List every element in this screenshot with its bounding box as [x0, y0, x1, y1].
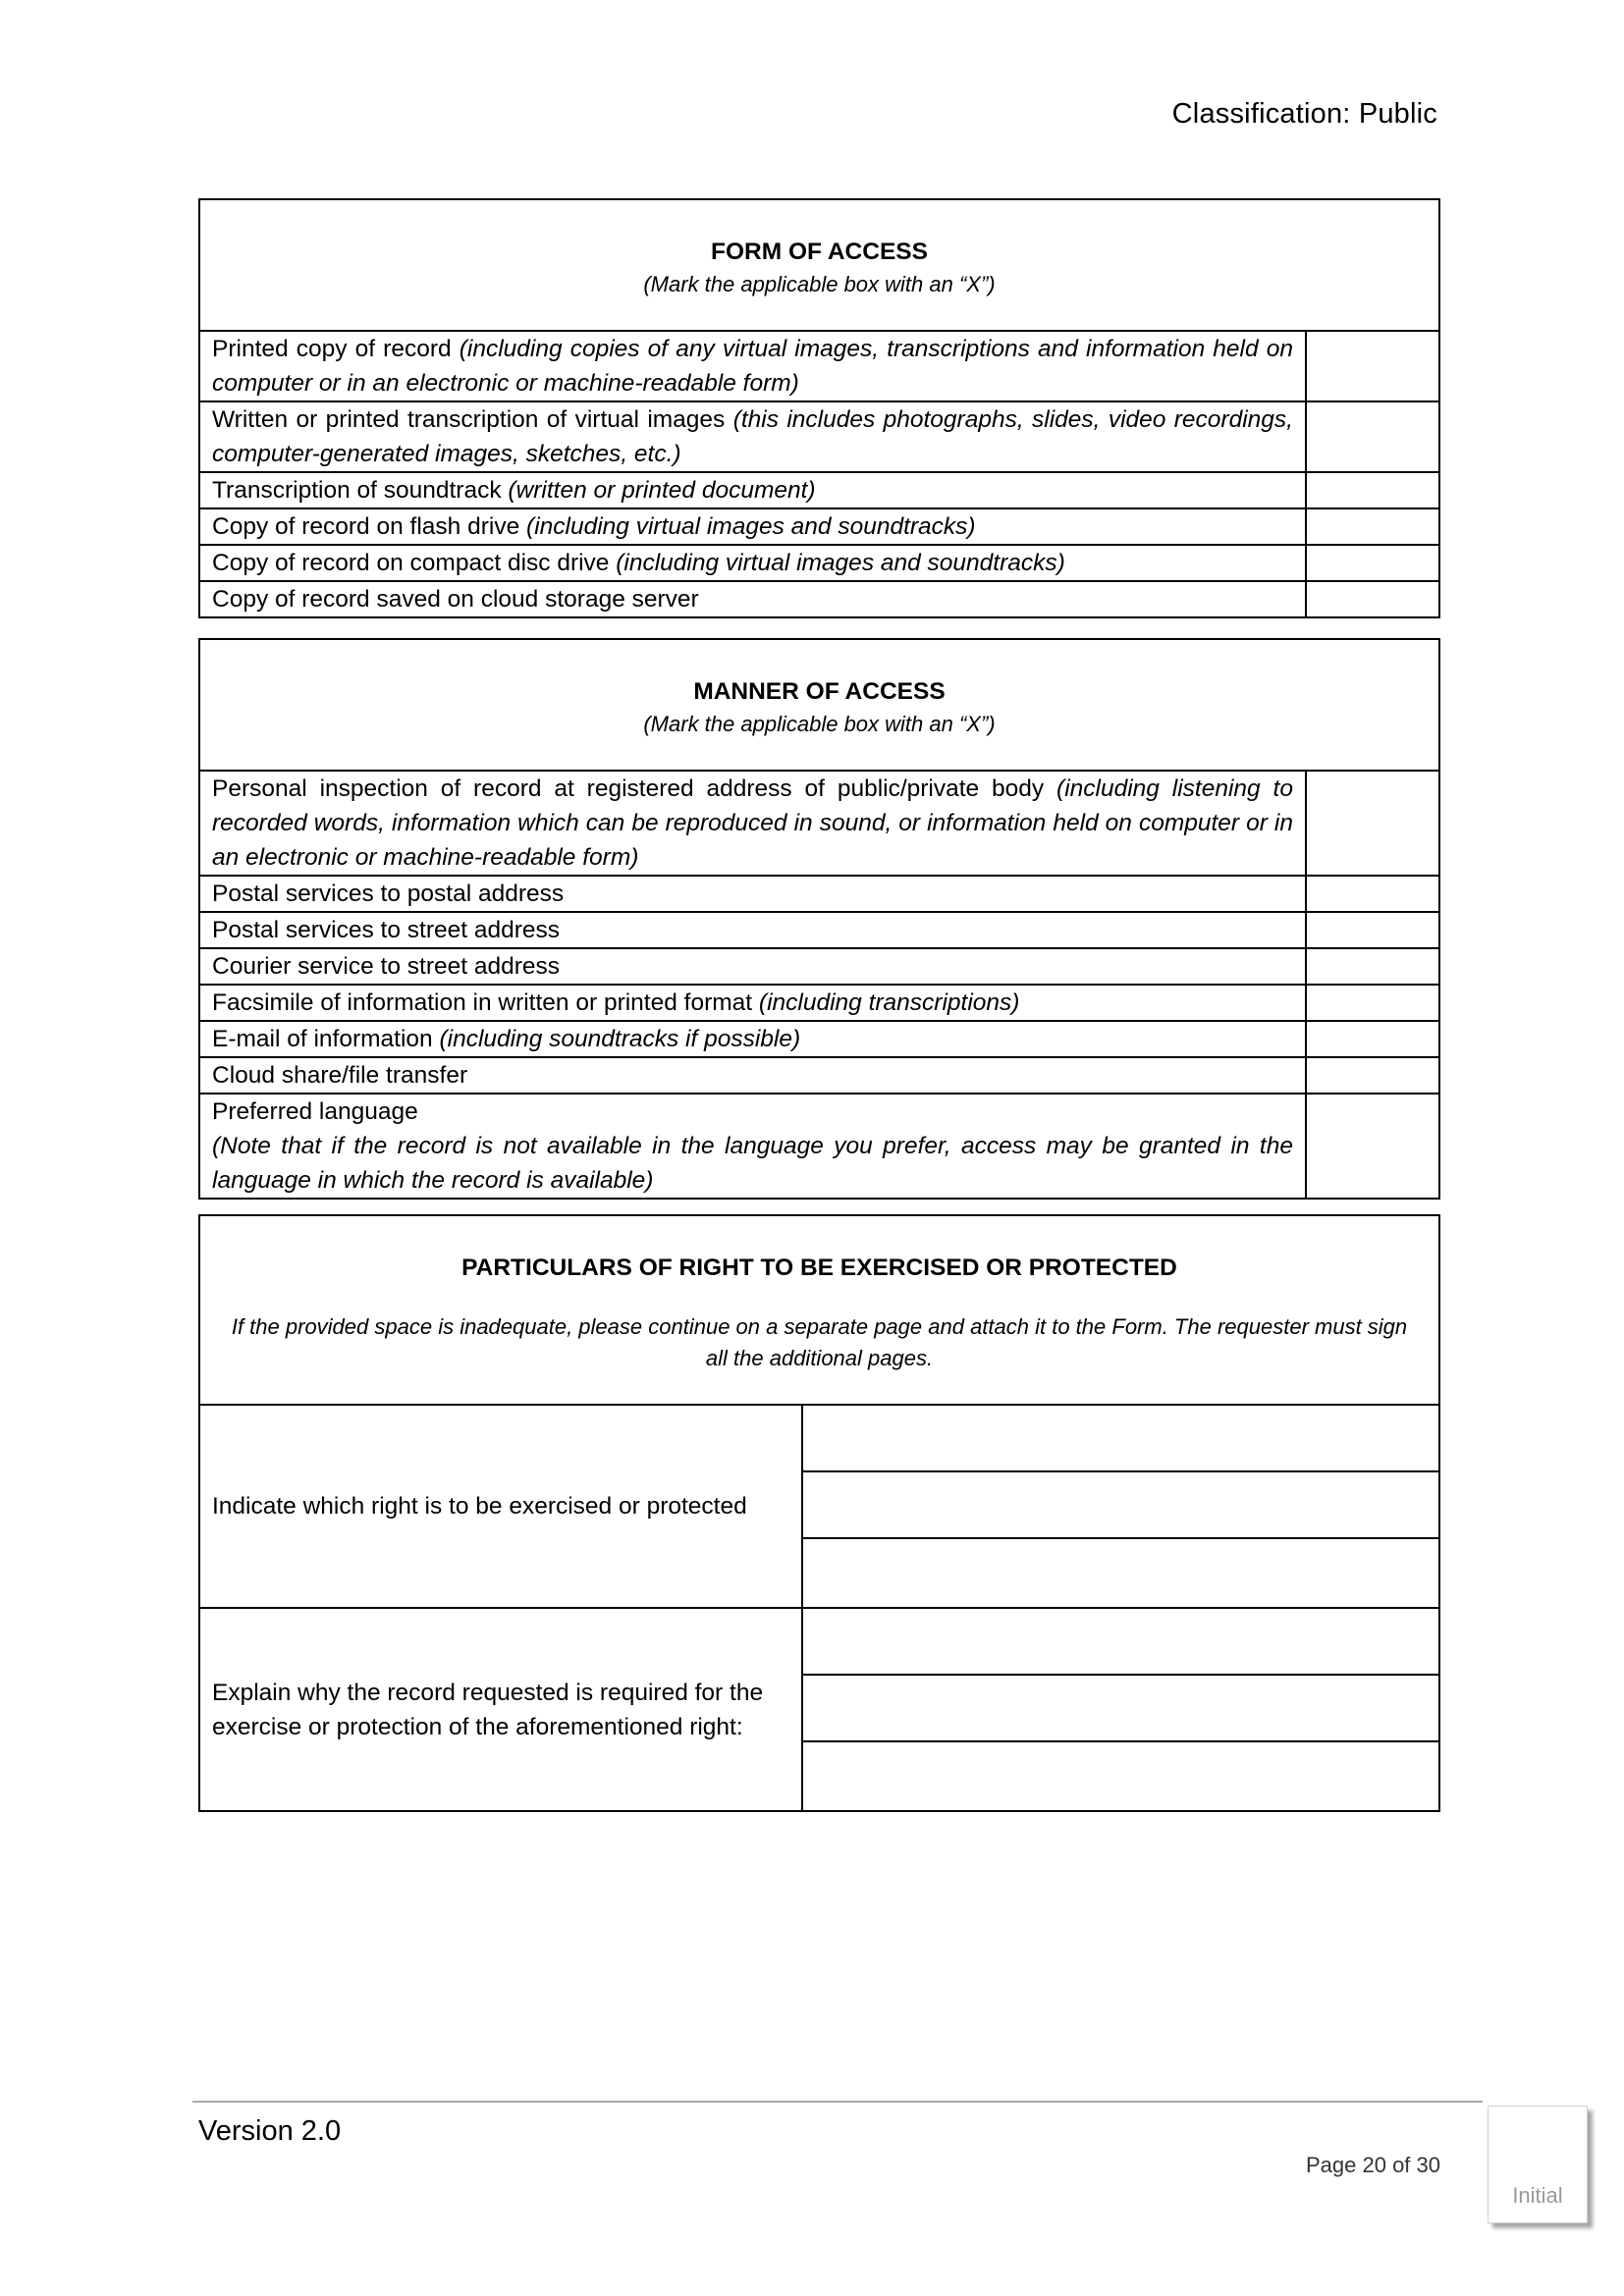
form-option-label: Written or printed transcription of virtual images (this includes photographs, slides, video recordings, computer-generated images, sketches, etc.) — [199, 401, 1306, 472]
particulars-title: PARTICULARS OF RIGHT TO BE EXERCISED OR PROTECTED — [461, 1255, 1177, 1281]
form-option-checkbox[interactable] — [1306, 581, 1439, 617]
page-number: Page 20 of 30 — [1306, 2153, 1441, 2177]
form-of-access-table — [198, 198, 1440, 618]
form-option-row — [199, 545, 1439, 581]
form-option-row — [199, 472, 1439, 508]
manner-option-checkbox[interactable] — [1306, 1021, 1439, 1057]
explain-answer-lines — [802, 1608, 1439, 1811]
explain-answer-line[interactable] — [803, 1676, 1438, 1742]
form-of-access-title: FORM OF ACCESS — [711, 239, 928, 265]
manner-option-label: Postal services to street address — [199, 912, 1306, 948]
manner-of-access-header — [199, 639, 1439, 771]
form-option-label: Copy of record on flash drive (including virtual images and soundtracks) — [199, 508, 1306, 545]
manner-of-access-table — [198, 638, 1440, 1200]
form-option-row — [199, 331, 1439, 401]
form-of-access-note: (Mark the applicable box with an “X”) — [643, 272, 996, 296]
manner-of-access-note: (Mark the applicable box with an “X”) — [643, 712, 996, 736]
right-label: Indicate which right is to be exercised or protected — [199, 1405, 802, 1608]
manner-option-row — [199, 912, 1439, 948]
right-answer-line[interactable] — [803, 1539, 1438, 1606]
form-option-label: Copy of record saved on cloud storage server — [199, 581, 1306, 617]
explain-answer-line[interactable] — [803, 1609, 1438, 1676]
manner-option-row — [199, 1021, 1439, 1057]
form-option-checkbox[interactable] — [1306, 331, 1439, 401]
manner-option-label: Facsimile of information in written or printed format (including transcriptions) — [199, 985, 1306, 1021]
classification-label: Classification: Public — [1171, 98, 1437, 130]
manner-of-access-title: MANNER OF ACCESS — [693, 678, 946, 705]
form-option-label: Copy of record on compact disc drive (including virtual images and soundtracks) — [199, 545, 1306, 581]
form-option-label: Transcription of soundtrack (written or printed document) — [199, 472, 1306, 508]
form-option-row — [199, 508, 1439, 545]
form-option-checkbox[interactable] — [1306, 472, 1439, 508]
manner-option-checkbox[interactable] — [1306, 1057, 1439, 1094]
explain-answer-line[interactable] — [803, 1742, 1438, 1809]
manner-option-row — [199, 1057, 1439, 1094]
preferred-language-row — [199, 1094, 1439, 1199]
manner-option-checkbox[interactable] — [1306, 912, 1439, 948]
form-option-label: Printed copy of record (including copies of any virtual images, transcriptions and information held on computer or in an electronic or machine-readable form) — [199, 331, 1306, 401]
manner-option-label: E-mail of information (including soundtracks if possible) — [199, 1021, 1306, 1057]
right-row — [199, 1405, 1439, 1608]
preferred-language-field[interactable] — [1306, 1094, 1439, 1199]
right-answer-line[interactable] — [803, 1472, 1438, 1539]
manner-option-label: Postal services to postal address — [199, 876, 1306, 912]
preferred-language-note: (Note that if the record is not available in the language you prefer, access may be granted in the language in which the record is available) — [212, 1133, 1293, 1194]
form-option-checkbox[interactable] — [1306, 545, 1439, 581]
particulars-header — [199, 1215, 1439, 1405]
right-answer-lines — [802, 1405, 1439, 1608]
manner-option-label: Personal inspection of record at registered address of public/private body (including listening to recorded words, information which can be reproduced in sound, or information held on computer or in an electronic or machine-readable form) — [199, 771, 1306, 876]
manner-option-checkbox[interactable] — [1306, 876, 1439, 912]
manner-option-row — [199, 948, 1439, 985]
footer-divider — [192, 2101, 1483, 2103]
manner-option-label: Courier service to street address — [199, 948, 1306, 985]
form-option-checkbox[interactable] — [1306, 401, 1439, 472]
right-answer-line[interactable] — [803, 1406, 1438, 1472]
manner-option-row — [199, 771, 1439, 876]
explain-row — [199, 1608, 1439, 1811]
manner-option-label: Cloud share/file transfer — [199, 1057, 1306, 1094]
manner-option-row — [199, 985, 1439, 1021]
form-option-row — [199, 581, 1439, 617]
preferred-language-label: Preferred language (Note that if the record is not available in the language you prefer, access may be granted in the language in which the record is available) — [199, 1094, 1306, 1199]
explain-label: Explain why the record requested is required for the exercise or protection of the aforementioned right: — [199, 1608, 802, 1811]
manner-option-checkbox[interactable] — [1306, 771, 1439, 876]
form-of-access-header — [199, 199, 1439, 331]
manner-option-row — [199, 876, 1439, 912]
manner-option-checkbox[interactable] — [1306, 948, 1439, 985]
form-option-checkbox[interactable] — [1306, 508, 1439, 545]
version-label: Version 2.0 — [198, 2115, 342, 2147]
particulars-note: If the provided space is inadequate, please continue on a separate page and attach it to the Form. The requester must sign all the additional pages. — [231, 1314, 1408, 1370]
initial-box[interactable] — [1488, 2106, 1588, 2223]
particulars-table — [198, 1214, 1440, 1812]
manner-option-checkbox[interactable] — [1306, 985, 1439, 1021]
form-option-row — [199, 401, 1439, 472]
initial-label: Initial — [1512, 2183, 1563, 2208]
